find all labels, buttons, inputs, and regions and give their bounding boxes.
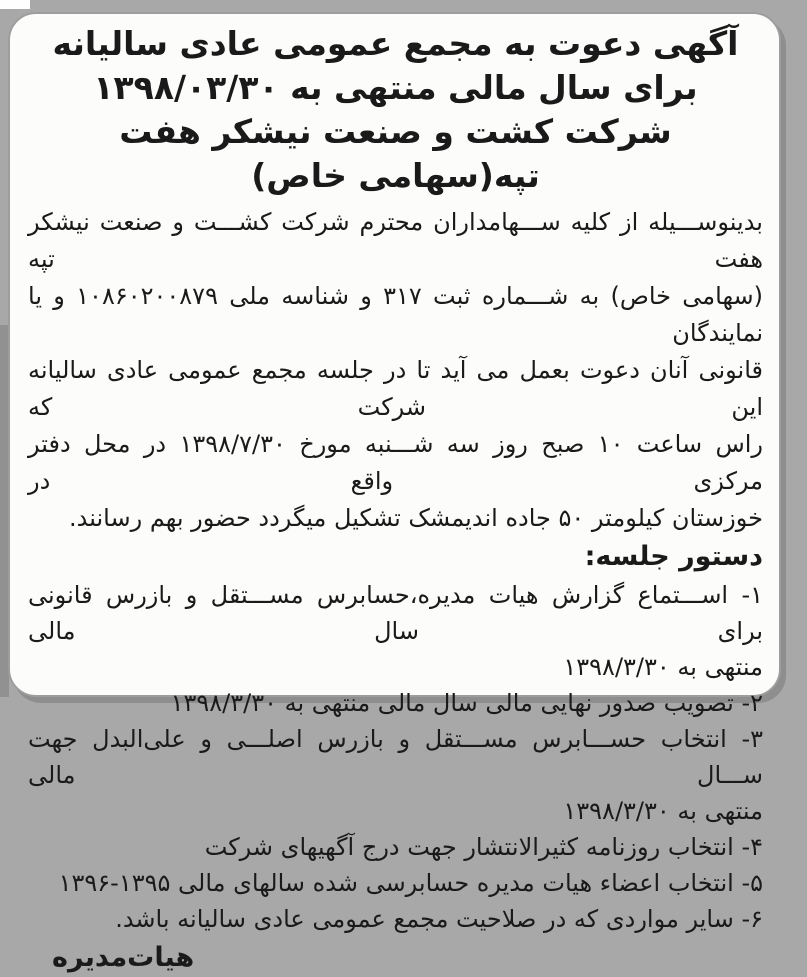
ad-title xyxy=(28,22,763,198)
ad-body-paragraph xyxy=(28,204,763,537)
ad-title-line-3: شرکت کشت و صنعت نیشکر هفت تپه(سهامی خاص) xyxy=(119,112,672,195)
agenda-line: ۴- انتخاب روزنامه کثیرالانتشار جهت درج آگهیهای شرکت xyxy=(204,833,763,861)
announcement-card xyxy=(8,12,781,973)
body-line: (سهامی خاص) به شـــماره ثبت ۳۱۷ و شناسه ملی ۱۰۸۶۰۲۰۰۸۷۹ و یا نمایندگان xyxy=(28,282,764,347)
agenda-line: ۱- اســـتماع گزارش هیات مدیره،حسابرس مســـتقل و بازرس قانونی برای سال مالی xyxy=(28,581,763,645)
scan-edge-notch xyxy=(0,0,30,9)
agenda-line: ۶- سایر مواردی که در صلاحیت مجمع عمومی عادی سالیانه باشد. xyxy=(115,905,763,933)
board-signature: هیات‌مدیره xyxy=(52,942,195,973)
agenda-line: منتهی به ۱۳۹۸/۳/۳۰ xyxy=(563,653,763,681)
body-line: بدینوســـیله از کلیه ســـهامداران محترم شرکت کشـــت و صنعت نیشکر هفت تپه xyxy=(28,208,763,273)
agenda-line: ۵- انتخاب اعضاء هیات مدیره حسابرسی شده سالهای مالی ۱۳۹۵‏-‏۱۳۹۶ xyxy=(58,869,763,897)
body-line: خوزستان کیلومتر ۵۰ جاده اندیمشک تشکیل میگردد حضور بهم رسانند. xyxy=(69,504,763,532)
agenda-line: ۲- تصویب صدور نهایی مالی سال مالی منتهی به ۱۳۹۸/۳/۳۰ xyxy=(170,689,763,717)
body-line: راس ساعت ۱۰ صبح روز سه شـــنبه مورخ ۱۳۹۸/۷/۳۰ در محل دفتر مرکزی واقع در xyxy=(28,430,763,495)
agenda-line: منتهی به ۱۳۹۸/۳/۳۰ xyxy=(563,797,763,825)
agenda-heading: دستور جلسه: xyxy=(584,541,763,572)
agenda-line: ۳- انتخاب حســـابرس مســـتقل و بازرس اصلـــی و علی‌البدل جهت ســـال مالی xyxy=(28,725,763,789)
ad-title-line-2: برای سال مالی منتهی به ۱۳۹۸/۰۳/۳۰ xyxy=(93,68,698,107)
agenda-list xyxy=(28,577,763,937)
ad-title-line-1: آگهی دعوت به مجمع عمومی عادی سالیانه xyxy=(52,24,739,63)
body-line: قانونی آنان دعوت بعمل می آید تا در جلسه مجمع عمومی عادی سالیانه این شرکت که xyxy=(28,356,763,421)
